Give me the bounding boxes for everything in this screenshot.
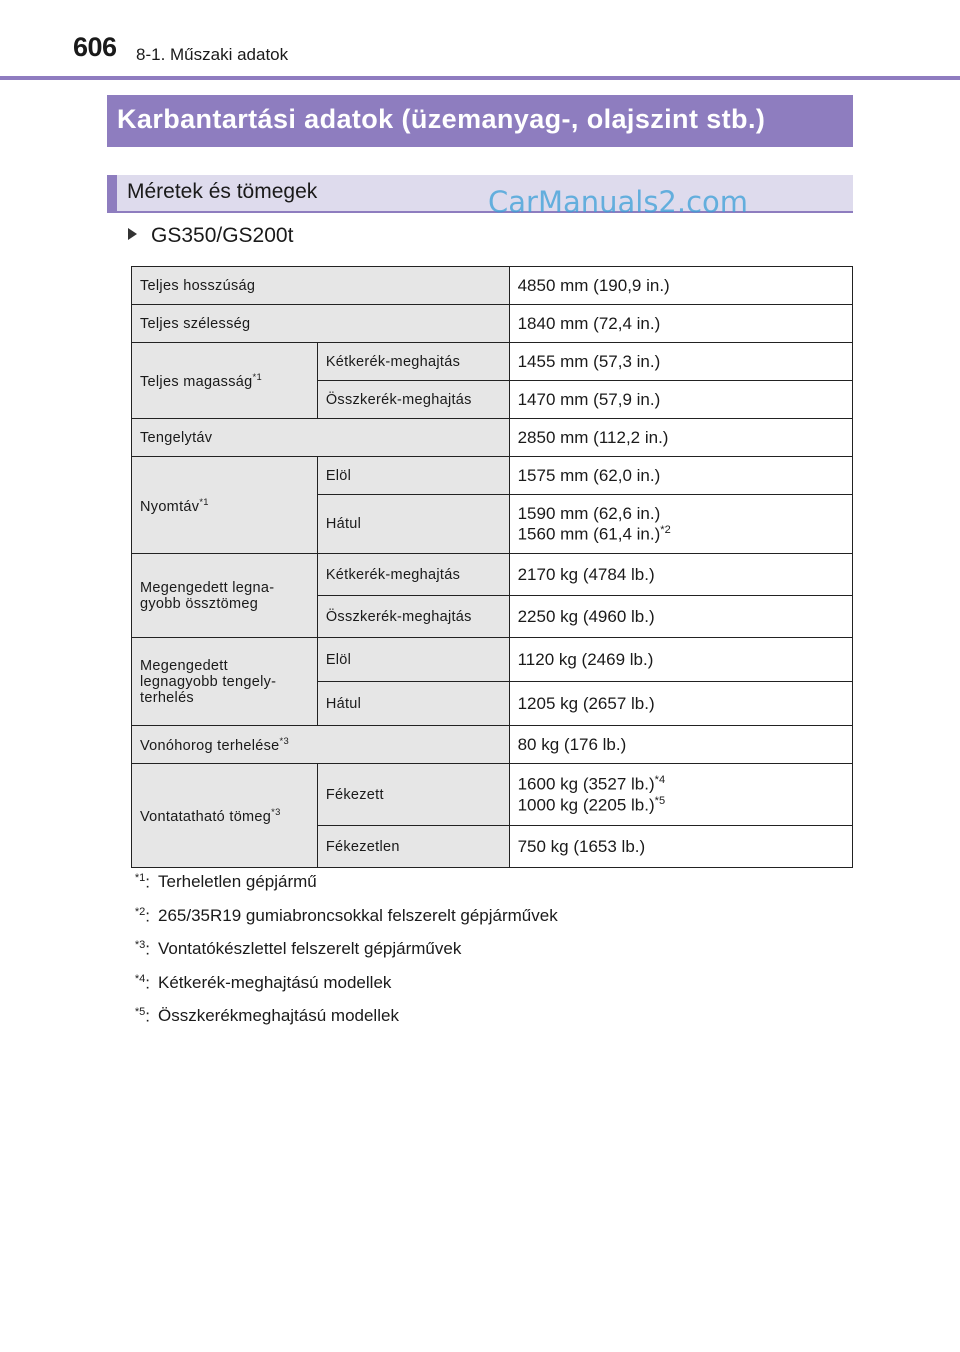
footnote-mark: *3 <box>279 735 290 747</box>
footnote-text: 265/35R19 gumiabroncsokkal felszerelt gépjárművek <box>158 905 558 925</box>
row-value: 1205 kg (2657 lb.) <box>509 682 852 726</box>
footnote-text: Kétkerék-meghajtású modellek <box>158 972 392 992</box>
table-row <box>132 457 853 495</box>
row-sublabel: Hátul <box>317 682 509 726</box>
row-value: 2170 kg (4784 lb.) <box>509 554 852 596</box>
footnote-text: Összkerékmeghajtású modellek <box>158 1006 399 1025</box>
footnote-mark: *3 <box>271 806 281 818</box>
row-label: Vontatatható tömeg$^{*3}$ <box>132 764 318 868</box>
row-label: Teljes hosszúság <box>132 267 510 305</box>
row-sublabel: Fékezetlen <box>317 826 509 868</box>
model-name: GS350/GS200t <box>151 224 294 247</box>
table-row <box>132 267 853 305</box>
row-label: Tengelytáv <box>132 419 510 457</box>
header-divider <box>0 76 960 80</box>
row-value: 1575 mm (62,0 in.) <box>509 457 852 495</box>
row-sublabel: Kétkerék-meghajtás <box>317 343 509 381</box>
row-value: 1840 mm (72,4 in.) <box>509 305 852 343</box>
row-value: 1590 mm (62,6 in.) 1560 mm (61,4 in.)$^{*2}$ <box>509 495 852 554</box>
footnote-mark: *5 <box>134 1006 146 1018</box>
table-row <box>132 726 853 764</box>
main-title-bar <box>107 95 853 147</box>
footnotes <box>120 872 558 1040</box>
row-label: Megengedett legnagyobb tengely-terhelés <box>132 638 318 726</box>
footnote-mark: *1 <box>252 371 262 383</box>
footnote: $^{*4}$: Kétkerék-meghajtású modellek <box>134 972 392 993</box>
row-value: 2250 kg (4960 lb.) <box>509 596 852 638</box>
row-value: 80 kg (176 lb.) <box>509 726 852 764</box>
row-value: 2850 mm (112,2 in.) <box>509 419 852 457</box>
subtitle-accent <box>107 175 117 211</box>
footnote-mark: *4 <box>134 972 146 985</box>
row-sublabel: Elöl <box>317 457 509 495</box>
main-title: Karbantartási adatok (üzemanyag-, olajszint stb.) <box>117 104 766 134</box>
table-row <box>132 343 853 381</box>
table-row <box>132 638 853 682</box>
watermark: CarManuals2.com <box>488 185 749 219</box>
row-value: 1470 mm (57,9 in.) <box>509 381 852 419</box>
footnote-mark: *2 <box>134 905 146 918</box>
row-value: 4850 mm (190,9 in.) <box>509 267 852 305</box>
footnote-text: Terheletlen gépjármű <box>158 872 317 891</box>
footnote-text: Vontatókészlettel felszerelt gépjárművek <box>158 939 462 958</box>
footnote-mark: *2 <box>660 523 671 536</box>
table-row <box>132 305 853 343</box>
arrow-right-icon <box>128 228 137 240</box>
row-label: Teljes magasság$^{*1}$ <box>132 343 318 419</box>
footnote-mark: *4 <box>654 773 666 786</box>
dimensions-table <box>131 266 853 868</box>
footnote-mark: *3 <box>134 939 146 951</box>
footnote: $^{*3}$: Vontatókészlettel felszerelt gépjárművek <box>134 939 462 959</box>
row-label: Teljes szélesség <box>132 305 510 343</box>
row-sublabel: Összkerék-meghajtás <box>317 381 509 419</box>
section-title: 8-1. Műszaki adatok <box>136 45 289 64</box>
row-sublabel: Kétkerék-meghajtás <box>317 554 509 596</box>
subtitle: Méretek és tömegek <box>127 180 318 203</box>
row-sublabel: Elöl <box>317 638 509 682</box>
footnote-mark: *1 <box>134 872 146 884</box>
row-value: 1455 mm (57,3 in.) <box>509 343 852 381</box>
row-label: Vonóhorog terhelése$^{*3}$ <box>132 726 510 764</box>
footnote: $^{*5}$: Összkerékmeghajtású modellek <box>134 1006 399 1026</box>
row-sublabel: Hátul <box>317 495 509 554</box>
page-number: 606 <box>73 32 117 62</box>
table-row <box>132 554 853 596</box>
row-label: Nyomtáv$^{*1}$ <box>132 457 318 554</box>
footnote-mark: *1 <box>199 495 209 507</box>
row-sublabel: Fékezett <box>317 764 509 826</box>
row-value: 1120 kg (2469 lb.) <box>509 638 852 682</box>
footnote-mark: *5 <box>654 794 666 807</box>
model-heading <box>128 224 293 248</box>
table-row <box>132 419 853 457</box>
table-row <box>132 764 853 826</box>
row-label: Megengedett legna-gyobb össztömeg <box>132 554 318 638</box>
row-sublabel: Összkerék-meghajtás <box>317 596 509 638</box>
footnote: $^{*2}$: 265/35R19 gumiabroncsokkal felszerelt gépjárművek <box>134 905 558 926</box>
row-value: 1600 kg (3527 lb.)$^{*4}$ 1000 kg (2205 lb.)$^{*5}$ <box>509 764 852 826</box>
row-value: 750 kg (1653 lb.) <box>509 826 852 868</box>
footnote: $^{*1}$: Terheletlen gépjármű <box>134 872 317 892</box>
